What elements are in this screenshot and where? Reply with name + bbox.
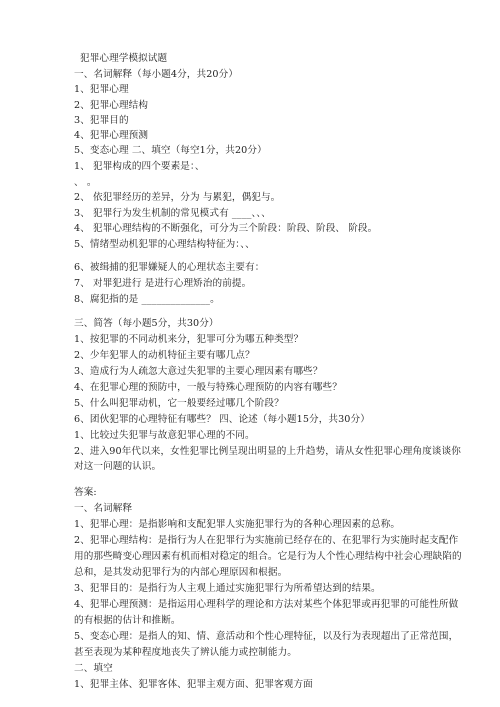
answer-line: 2、犯罪心理结构：是指行为人在犯罪行为实施前已经存在的、在犯罪行为实施时起支配作	[74, 535, 459, 546]
section-heading: 5、变态心理 二、填空（每空1分，共20分）	[74, 145, 267, 156]
section-heading: 6、团伙犯罪的心理特征有哪些？ 四、论述（每小题15分，共30分）	[74, 414, 370, 425]
question-line: 1、 犯罪构成的四个要素是：、	[74, 161, 205, 172]
section-heading: 二、填空	[74, 663, 113, 674]
question-line: 1、比较过失犯罪与故意犯罪心理的不同。	[74, 430, 255, 441]
section-heading: 三、简答（每小题5分，共30分）	[74, 318, 219, 329]
question-line: 3、犯罪目的	[74, 115, 129, 126]
answer-line: 总和，是其发动犯罪行为的内部心理原因和根据。	[74, 567, 288, 578]
answer-line: 3、犯罪目的：是指行为人主观上通过实施犯罪行为所希望达到的结果。	[74, 583, 381, 594]
question-line: 5、什么叫犯罪动机，它一般要经过哪几个阶段？	[74, 398, 284, 409]
answer-line: 用的那些畸变心理因素有机而相对稳定的组合。它是行为人个性心理结构中社会心理缺陷的	[74, 551, 462, 562]
answer-line: 的有根据的估计和推断。	[74, 615, 181, 626]
question-line: 、 。	[74, 177, 97, 188]
answer-line: 4、犯罪心理预测：是指运用心理科学的理论和方法对某些个体犯罪或再犯罪的可能性所做	[74, 599, 459, 610]
question-line: 3、 犯罪行为发生机制的常见模式有 ____、、、	[74, 208, 271, 219]
answer-line: 1、犯罪主体、犯罪客体、犯罪主观方面、犯罪客观方面	[74, 679, 313, 690]
question-line: 1、犯罪心理	[74, 84, 129, 95]
question-line: 4、犯罪心理预测	[74, 130, 149, 141]
answer-line: 甚至表现为某种程度地丧失了辨认能力或控制能力。	[74, 647, 297, 658]
answer-line: 1、犯罪心理：是指影响和支配犯罪人实施犯罪行为的各种心理因素的总称。	[74, 519, 401, 530]
question-line: 1、按犯罪的不同动机来分，犯罪可分为哪五种类型？	[74, 334, 304, 345]
question-line: 4、在犯罪心理的预防中，一般与特殊心理预防的内容有哪些？	[74, 382, 342, 393]
question-line: 2、犯罪心理结构	[74, 100, 149, 111]
question-line: 2、 依犯罪经历的差异，分为 与累犯，偶犯与。	[74, 192, 281, 203]
question-line: 5、情绪型动机犯罪的心理结构特征为：、、	[74, 239, 255, 250]
document-title: 犯罪心理学模拟试题	[80, 53, 168, 64]
answer-line: 5、变态心理：是指人的知、情、意活动和个性心理特征，以及行为表现超出了正常范围，	[74, 631, 459, 642]
question-line: 6、被缉捕的犯罪嫌疑人的心理状态主要有：	[74, 262, 265, 273]
question-line: 3、造成行为人疏忽大意过失犯罪的主要心理因素有哪些？	[74, 366, 323, 377]
section-heading: 一、名词解释	[74, 503, 133, 514]
question-line: 对这一问题的认识。	[74, 461, 162, 472]
question-line: 8、腐犯指的是 ______________。	[74, 294, 220, 305]
section-heading: 一、名词解释（每小题4分，共20分）	[74, 69, 239, 80]
question-line: 4、 犯罪心理结构的不断强化，可分为三个阶段：阶段、阶段、 阶段。	[74, 223, 378, 234]
question-line: 7、 对罪犯进行 是进行心理矫治的前提。	[74, 278, 252, 289]
answers-heading: 答案:	[74, 487, 97, 498]
question-line: 2、少年犯罪人的动机特征主要有哪几点？	[74, 350, 255, 361]
question-line: 2、进入90年代以来，女性犯罪比例呈现出明显的上升趋势，请从女性犯罪心理角度谈谈你	[74, 446, 461, 457]
